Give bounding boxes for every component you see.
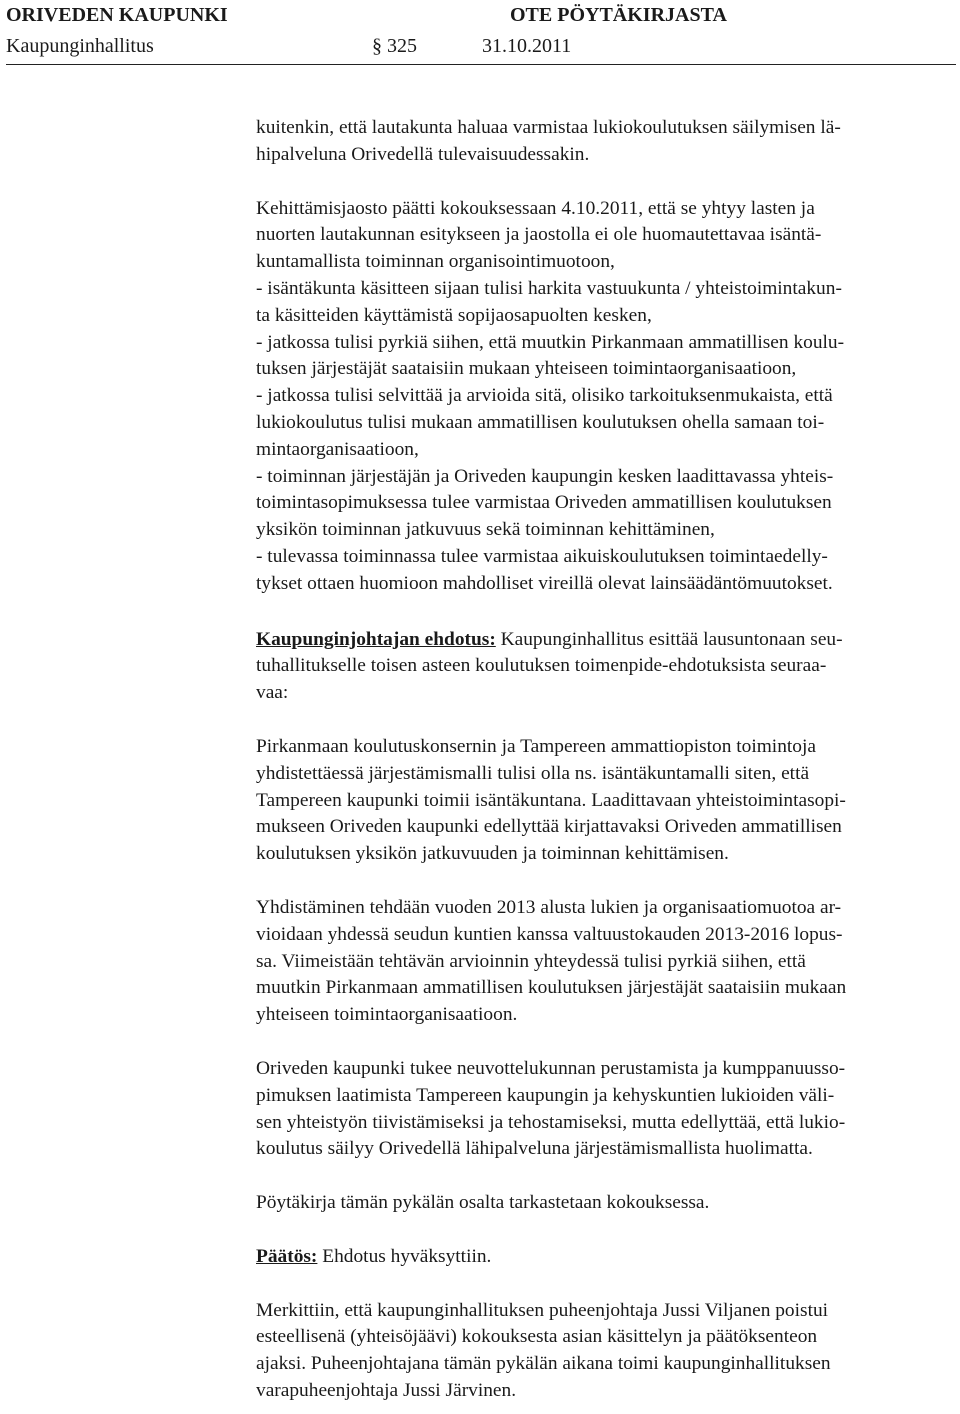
text-line: sa. Viimeistään tehtävän arvioinnin yhteydessä tulisi pyrkiä siihen, että — [256, 950, 806, 972]
text-line: lukiokoulutus tulisi mukaan ammatillisen koulutuksen ohella samaan toi- — [256, 411, 825, 433]
text-line: tuksen järjestäjät saataisiin mukaan yhteiseen toimintaorganisaatioon, — [256, 358, 797, 380]
text-line: mukseen Oriveden kaupunki edellyttää kirjattavaksi Oriveden ammatillisen — [256, 816, 842, 838]
header-meta-row — [6, 34, 956, 65]
text-line: Kaupunginhallitus esittää lausuntonaan seu- — [495, 628, 843, 650]
paragraph-development-section — [256, 196, 954, 598]
section-number: § 325 — [372, 35, 417, 57]
text-line: yhdistettäessä järjestämismalli tulisi olla ns. isäntäkuntamalli siten, että — [256, 762, 810, 784]
paragraph-proposal — [256, 627, 954, 707]
text-line: koulutuksen yksikön jatkuvuuden ja toiminnan kehittämisen. — [256, 843, 729, 865]
paragraph-minutes-check — [256, 1190, 954, 1217]
text-line: - jatkossa tulisi selvittää ja arvioida sitä, olisiko tarkoituksenmukaista, että — [256, 385, 833, 407]
paragraph-recusal-note — [256, 1298, 954, 1405]
proposal-label: Kaupunginjohtajan ehdotus: — [256, 628, 496, 650]
text-line: toimintasopimuksessa tulee varmistaa Oriveden ammatillisen koulutuksen — [256, 492, 832, 514]
text-line: - toiminnan järjestäjän ja Oriveden kaupungin kesken laadittavassa yhteis- — [256, 465, 834, 487]
text-line: vioidaan yhdessä seudun kuntien kanssa valtuustokauden 2013-2016 lopus- — [256, 923, 843, 945]
text-line: yhteiseen toimintaorganisaatioon. — [256, 1004, 518, 1026]
text-line: ta käsitteiden käyttämistä sopijaosapuolten kesken, — [256, 304, 652, 326]
text-line: Pöytäkirja tämän pykälän osalta tarkastetaan kokouksessa. — [256, 1192, 710, 1214]
meeting-date: 31.10.2011 — [482, 35, 572, 57]
decision-label: Päätös: — [256, 1245, 318, 1267]
text-line: - jatkossa tulisi pyrkiä siihen, että muutkin Pirkanmaan ammatillisen koulu- — [256, 331, 845, 353]
text-line: hipalveluna Orivedellä tulevaisuudessakin. — [256, 143, 590, 165]
document-header — [6, 4, 956, 65]
text-line: sen yhteistyön tiivistämiseksi ja tehostamiseksi, mutta edellyttää, että lukio- — [256, 1111, 846, 1133]
text-line: mintaorganisaatioon, — [256, 438, 419, 460]
text-line: pimuksen laatimista Tampereen kaupungin ja kehyskuntien lukioiden väli- — [256, 1084, 835, 1106]
text-line: - isäntäkunta käsitteen sijaan tulisi harkita vastuukunta / yhteistoimintakun- — [256, 277, 842, 299]
paragraph-merger-timing — [256, 895, 954, 1029]
text-line: - tulevassa toiminnassa tulee varmistaa aikuiskoulutuksen toimintaedelly- — [256, 545, 828, 567]
text-line: muutkin Pirkanmaan ammatillisen koulutuksen järjestäjät saataisiin mukaan — [256, 977, 847, 999]
board-name: Kaupunginhallitus — [6, 35, 154, 57]
document-body — [256, 115, 954, 1405]
text-line: vaa: — [256, 682, 289, 704]
text-line: nuorten lautakunnan esitykseen ja jaostolla ei ole huomautettavaa isäntä- — [256, 224, 822, 246]
paragraph-upper-secondary — [256, 1056, 954, 1163]
text-line: Pirkanmaan koulutuskonsernin ja Tampereen ammattiopiston toimintoja — [256, 735, 816, 757]
text-line: tykset ottaen huomioon mahdolliset vireillä olevat lainsäädäntömuutokset. — [256, 572, 833, 594]
text-line: kuntamallista toiminnan organisointimuotoon, — [256, 251, 615, 273]
text-line: Yhdistäminen tehdään vuoden 2013 alusta lukien ja organisaatiomuotoa ar- — [256, 896, 842, 918]
paragraph-merger-model — [256, 734, 954, 868]
text-line: koulutus säilyy Orivedellä lähipalveluna järjestämismallista huolimatta. — [256, 1138, 813, 1160]
document-type: OTE PÖYTÄKIRJASTA — [510, 4, 727, 26]
text-line: varapuheenjohtaja Jussi Järvinen. — [256, 1380, 517, 1402]
text-line: Tampereen kaupunki toimii isäntäkuntana. Laadittavaan yhteistoimintasopi- — [256, 789, 846, 811]
text-line: Merkittiin, että kaupunginhallituksen puheenjohtaja Jussi Viljanen poistui — [256, 1299, 829, 1321]
text-line: yksikön toiminnan jatkuvuus sekä toiminnan kehittäminen, — [256, 519, 715, 541]
text-line: tuhallitukselle toisen asteen koulutuksen toimenpide-ehdotuksista seuraa- — [256, 655, 827, 677]
paragraph-decision — [256, 1244, 954, 1271]
text-line: Oriveden kaupunki tukee neuvottelukunnan perustamista ja kumppanuusso- — [256, 1057, 846, 1079]
text-line: Kehittämisjaosto päätti kokouksessaan 4.10.2011, että se yhtyy lasten ja — [256, 197, 815, 219]
text-line: esteellisenä (yhteisöjäävi) kokouksesta asian käsittelyn ja päätöksenteon — [256, 1326, 818, 1348]
decision-text: Ehdotus hyväksyttiin. — [317, 1245, 492, 1267]
paragraph-intro — [256, 115, 954, 169]
text-line: ajaksi. Puheenjohtajana tämän pykälän aikana toimi kaupunginhallituksen — [256, 1353, 831, 1375]
organization-name: ORIVEDEN KAUPUNKI — [6, 4, 228, 26]
text-line: kuitenkin, että lautakunta haluaa varmistaa lukiokoulutuksen säilymisen lä- — [256, 117, 841, 138]
header-top-row — [6, 4, 956, 34]
